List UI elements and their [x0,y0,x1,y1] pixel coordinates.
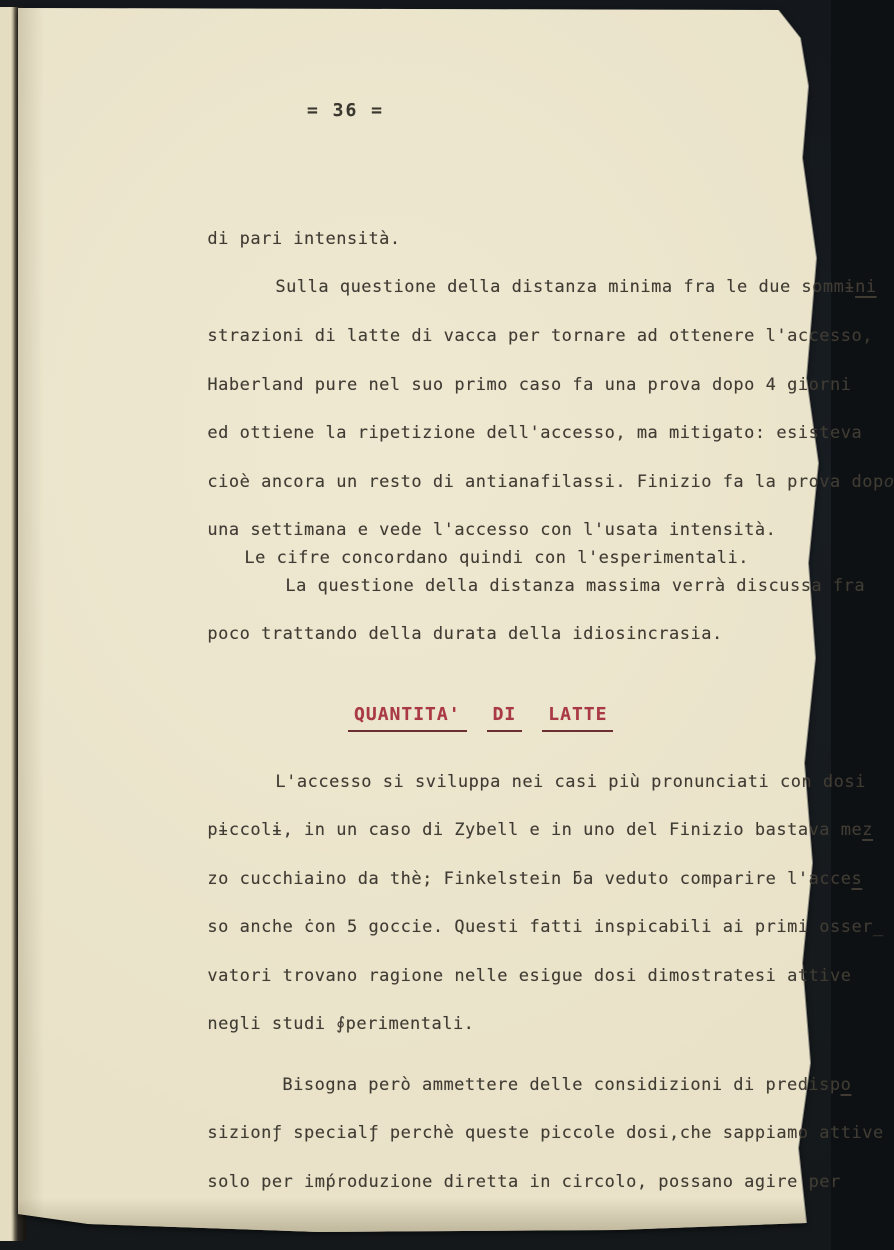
section-heading [277,676,613,725]
heading-word: LATTE [542,702,613,732]
typed-line: pɨccolɨ, in un caso di Zybell e in uno del Finizio bastava mez [207,820,873,840]
typed-line: zo cucchiaino da thè; Finkelstein ƃa veduto comparire l'acces [207,869,863,889]
typed-line: L'accesso si sviluppa nei casi più pronunciati con dosi [275,772,866,792]
page-number: = 36 = [307,100,385,121]
typed-line: ed ottiene la ripetizione dell'accesso, ma mitigato: esisteva [207,423,863,443]
typed-line: cioè ancora un resto di antianafilassi. Finizio fa la prova dopo [207,472,894,492]
typed-line: solo per imṕroduzione diretta in circolo, possano agire per [207,1172,841,1192]
typed-line: Bisogna però ammettere delle considizioni di predispo [282,1075,852,1095]
heading-word: DI [487,702,523,732]
typed-line: Sulla questione della distanza minima fra le due sommɨni [275,277,877,297]
typed-line: La questione della distanza massima verrà discussa fra [285,576,866,596]
typed-line: negli studi ∮perimentali. [207,1014,475,1034]
typed-line: poco trattando della durata della idiosincrasia. [207,624,723,644]
typed-line: vatori trovano ragione nelle esigue dosi dimostratesi attive [207,966,852,986]
typed-line: strazioni di latte di vacca per tornare ad ottenere l'accesso, [207,326,873,346]
typed-line: una settimana e vede l'accesso con l'usata intensità. [207,520,777,540]
typed-line: so anche ċon 5 goccie. Questi fatti inspicabili ai primi osser_ [207,917,884,937]
heading-word: QUANTITA' [348,702,467,732]
typed-line: di pari intensità. [207,229,401,249]
typed-line: sizionƒ specialƒ perchè queste piccole dosi,che sappiamo attive [207,1123,884,1143]
typed-line: Haberland pure nel suo primo caso fa una prova dopo 4 giorni [207,375,852,395]
typed-line: Le cifre concordano quindi con l'esperimentali. [244,548,749,568]
